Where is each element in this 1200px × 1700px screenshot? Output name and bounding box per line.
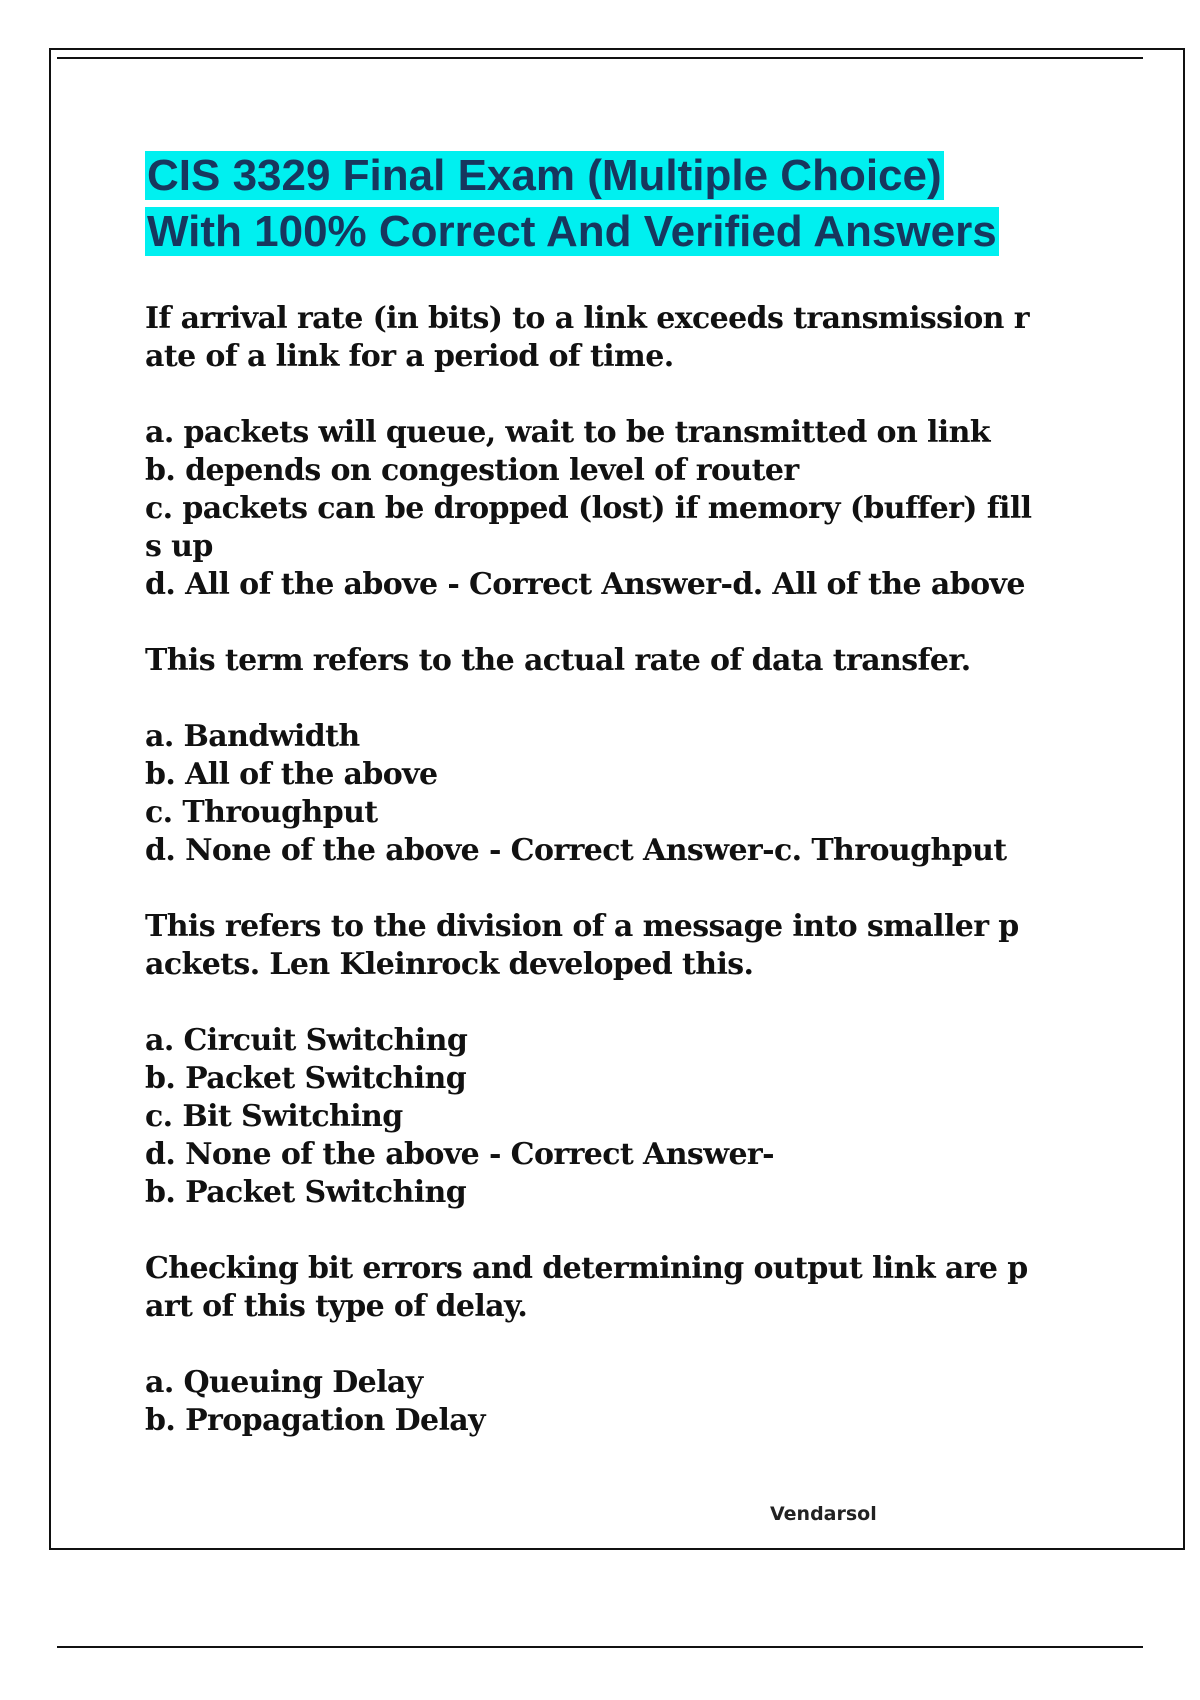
title-line-2: With 100% Correct And Verified Answers [147, 207, 997, 256]
question-3-line-1: This refers to the division of a message into smaller p [145, 909, 1019, 944]
option-1a: a. packets will queue, wait to be transmitted on link [145, 415, 990, 450]
bottom-rule [57, 1646, 1143, 1648]
option-4a: a. Queuing Delay [145, 1365, 423, 1400]
footer-brand: Vendarsol [770, 1503, 877, 1525]
question-4-line-2: art of this type of delay. [145, 1289, 528, 1324]
title-line-1: CIS 3329 Final Exam (Multiple Choice) [147, 151, 942, 200]
options-list-4 [145, 1364, 1095, 1440]
option-1b: b. depends on congestion level of router [145, 453, 799, 488]
question-3-line-2: ackets. Len Kleinrock developed this. [145, 947, 754, 982]
option-1c: c. packets can be dropped (lost) if memory (buffer) fill [145, 491, 1032, 526]
question-text-2 [145, 642, 1095, 680]
question-1-line-2: ate of a link for a period of time. [145, 339, 674, 374]
question-1-line-1: If arrival rate (in bits) to a link exceeds transmission r [145, 301, 1029, 336]
question-2-line-1: This term refers to the actual rate of data transfer. [145, 643, 971, 678]
options-list-3 [145, 1022, 1095, 1212]
option-3c: c. Bit Switching [145, 1099, 403, 1134]
option-2b: b. All of the above [145, 757, 438, 792]
option-4b: b. Propagation Delay [145, 1403, 485, 1438]
options-list-1 [145, 414, 1095, 604]
question-block-1 [145, 300, 1095, 604]
option-1d-answer: d. All of the above - Correct Answer-d. All of the above [145, 567, 1025, 602]
option-1c-wrap: s up [145, 529, 213, 564]
document-title [145, 148, 1095, 260]
option-3-answer-wrap: b. Packet Switching [145, 1175, 467, 1210]
option-2a: a. Bandwidth [145, 719, 360, 754]
option-3a: a. Circuit Switching [145, 1023, 468, 1058]
question-4-line-1: Checking bit errors and determining output link are p [145, 1251, 1028, 1286]
question-text-4 [145, 1250, 1095, 1326]
question-block-3 [145, 908, 1095, 1212]
document-content [145, 148, 1095, 1478]
option-2d-answer: d. None of the above - Correct Answer-c. Throughput [145, 833, 1007, 868]
question-block-2 [145, 642, 1095, 870]
option-3b: b. Packet Switching [145, 1061, 467, 1096]
question-text-3 [145, 908, 1095, 984]
question-text-1 [145, 300, 1095, 376]
option-3d-answer: d. None of the above - Correct Answer- [145, 1137, 774, 1172]
options-list-2 [145, 718, 1095, 870]
question-block-4 [145, 1250, 1095, 1440]
option-2c: c. Throughput [145, 795, 378, 830]
